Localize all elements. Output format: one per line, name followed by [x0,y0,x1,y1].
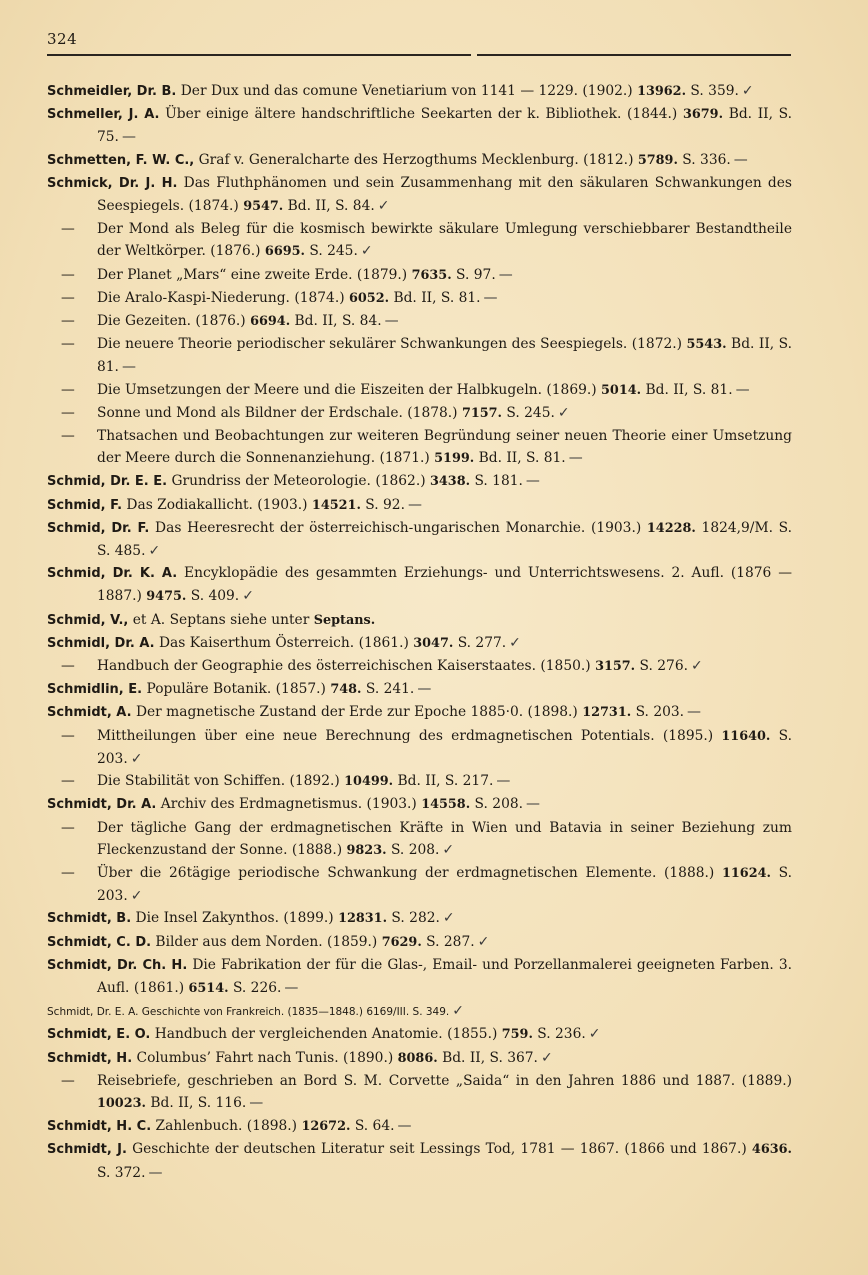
bibliography-entry [47,632,792,655]
check-mark-icon: ✓ [442,841,455,858]
check-mark-icon: — [733,151,748,168]
bibliography-subentry [47,817,792,862]
check-mark-icon: ✓ [452,1003,464,1020]
entry-location: S. 181. [470,473,523,490]
entry-dash: — [61,404,75,421]
entry-handwritten-addition: Schmidt, Dr. E. A. Geschichte von Frankreich. (1835—1848.) 6169/III. S. 349. [47,1006,450,1019]
entry-location: S. 276. [635,658,688,675]
bibliography-entry [47,1115,792,1138]
check-mark-icon: ✓ [130,888,143,905]
entry-location: 1824,9/M. S. S. 485. [97,519,792,560]
entry-location: Bd. II, S. 81. [97,336,792,376]
entry-catalog-number: 11624. [721,865,771,881]
check-mark-icon: — [384,313,399,330]
check-mark-icon: ✓ [477,933,490,950]
entry-title: Sonne und Mond als Bildner der Erdschale. (1878.) [97,404,462,421]
entry-title: Die Aralo-Kaspi-Niederung. (1874.) [97,289,349,306]
entry-catalog-number: 3157. [595,659,636,675]
entry-author: Schmidt, J. [47,1142,127,1158]
entry-author: Schmidt, B. [47,911,132,927]
entry-catalog-number: 12831. [338,911,388,927]
entry-catalog-number: 13962. [637,84,687,99]
bibliography-subentry [47,1070,792,1115]
check-mark-icon: ✓ [242,588,254,605]
entry-dash: — [61,819,75,836]
check-mark-icon: — [525,473,540,490]
entry-location: S. 282. [387,910,440,927]
bibliography-subentry [47,379,792,402]
header-rule-right [477,54,791,56]
entry-location: S. 287. [421,933,475,950]
entry-catalog-number: 5199. [434,451,475,467]
entry-title: Über die 26tägige periodische Schwankung der erdmagnetischen Elemente. (1888.) [97,864,722,881]
entry-title: Der magnetische Zustand der Erde zur Epoche 1885·0. (1898.) [131,704,583,721]
entry-dash: — [61,428,75,445]
entry-title: Geschichte der deutschen Literatur seit Lessings Tod, 1781 — 1867. (1866 und 1867.) [126,1141,752,1158]
entry-dash: — [61,313,75,330]
entry-catalog-number: 8086. [397,1050,438,1066]
check-mark-icon: ✓ [509,634,521,651]
entry-dash: — [61,266,75,283]
check-mark-icon: ✓ [442,910,455,927]
entry-location: Bd. II, S. 116. [145,1094,247,1111]
bibliography-subentry [47,862,792,907]
bibliography-entry [47,517,792,562]
entry-author: Schmeller, J. A. [47,107,160,123]
check-mark-icon: ✓ [588,1026,601,1043]
entry-title: Die Umsetzungen der Meere und die Eiszeiten der Halbkugeln. (1869.) [97,381,602,398]
entry-title: Grundriss der Meteorologie. (1862.) [167,473,430,490]
entry-location: S. 245. [305,243,358,260]
entry-catalog-number: 11640. [721,728,771,744]
entry-author: Schmidt, A. [47,705,132,721]
bibliography-entry [47,701,792,724]
check-mark-icon: — [735,381,750,398]
entry-location: S. 245. [502,404,555,421]
check-mark-icon: — [121,129,136,146]
bibliography-subentry [47,264,792,287]
entry-location: S. 203. [631,704,685,721]
entry-catalog-number: 5014. [601,382,642,398]
bibliography-entry [47,1023,792,1046]
bibliography-subentry [47,402,792,425]
entry-catalog-number: 10023. [97,1095,146,1111]
entry-author: Schmidt, Dr. Ch. H. [47,957,188,973]
check-mark-icon: ✓ [557,404,570,421]
entry-dash: — [61,336,75,353]
entry-catalog-number: 6695. [264,244,305,260]
entry-title: Der tägliche Gang der erdmagnetischen Kräfte in Wien und Batavia in seiner Beziehung zum Fleckenzustand der Sonne. (1888.) [97,819,792,858]
bibliography-entry [47,793,792,816]
entry-author: Schmidlin, E. [47,682,143,698]
bibliography-subentry [47,725,792,770]
entry-catalog-number: 6694. [250,314,291,330]
entry-title: Encyklopädie des gesammten Erziehungs- und Unterrichtswesens. 2. Aufl. (1876 — 1887.) [97,565,792,605]
bibliography-entry [47,1047,792,1070]
page-number: 324 [47,30,78,48]
bibliography-entry [47,954,792,1000]
entry-catalog-number: 7629. [381,934,422,950]
entry-location: S. 241. [361,681,415,698]
entry-catalog-number: 4636. [751,1142,792,1158]
entry-location: S. 372. [97,1164,146,1181]
entry-catalog-number: 12731. [582,705,632,721]
entry-title: Mittheilungen über eine neue Berechnung des erdmagnetischen Potentials. (1895.) [97,727,722,744]
entry-author: Schmick, Dr. J. H. [47,175,178,191]
bibliography-entry [47,931,792,954]
entry-author: Schmidt, H. [47,1050,133,1066]
bibliography-subentry [47,287,792,310]
entry-title: Das Kaiserthum Österreich. (1861.) [154,634,414,651]
entry-location: Bd. II, S. 75. [97,106,792,146]
entry-catalog-number: 7635. [411,267,452,283]
entry-location: Bd. II, S. 81. [641,381,733,398]
bibliography-entry [47,172,792,218]
bibliography-entry [47,609,792,632]
entry-catalog-number: 7157. [461,405,503,421]
entry-title: et A. Septans siehe unter [128,611,314,628]
entry-title: Das Heeresrecht der österreichisch-ungarischen Monarchie. (1903.) [149,519,647,536]
entry-location: Bd. II, S. 81. [389,289,481,306]
entry-location: S. 226. [228,979,282,996]
entry-location: S. 64. [350,1118,395,1135]
entry-title: Über einige ältere handschriftliche Seekarten der k. Bibliothek. (1844.) [159,106,683,123]
entry-title: Archiv des Erdmagnetismus. (1903.) [156,796,422,813]
check-mark-icon: — [148,1164,163,1181]
entry-title: Der Planet „Mars“ eine zweite Erde. (1879.) [97,266,412,283]
entry-title: Thatsachen und Beobachtungen zur weiteren Begründung seiner neuen Theorie einer Umsetzung der Meere durch die Sonnenanziehung. (1871.) [97,428,792,467]
check-mark-icon: — [568,450,583,467]
entry-location: S. 208. [386,841,440,858]
bibliography-entry [47,494,792,517]
entry-title: Die Insel Zakynthos. (1899.) [131,910,339,927]
entry-dash: — [61,658,75,675]
entry-catalog-number: 6052. [348,290,390,306]
entry-catalog-number: 759. [501,1027,533,1043]
entry-author: Schmid, V., [47,612,129,628]
entry-catalog-number: Septans. [313,612,376,628]
entry-location: Bd. II, S. 84. [283,198,375,215]
check-mark-icon: ✓ [130,750,143,767]
entry-title: Die Fabrikation der für die Glas-, Email- und Porzellanmalerei geeigneten Farben. 3. Aufl. (1861.) [97,956,793,996]
entry-catalog-number: 9823. [346,842,387,858]
entry-catalog-number: 10499. [344,774,394,790]
entry-location: Bd. II, S. 81. [474,450,566,467]
entry-catalog-number: 14228. [646,520,696,536]
entry-catalog-number: 14521. [311,497,361,513]
entry-location: Bd. II, S. 217. [393,773,494,790]
entry-location: S. 203. [97,727,792,767]
entry-author: Schmid, Dr. F. [47,520,150,536]
check-mark-icon: — [526,796,541,813]
bibliography-entry [47,1138,792,1183]
entry-author: Schmidt, E. O. [47,1027,151,1043]
check-mark-icon: — [483,289,498,306]
bibliography-subentry [47,655,792,678]
entry-location: S. 236. [532,1026,586,1043]
entry-title: Die Stabilität von Schiffen. (1892.) [97,773,345,790]
entry-catalog-number: 9475. [146,589,187,605]
entry-catalog-number: 3438. [429,474,471,490]
bibliography-entry [47,907,792,930]
check-mark-icon: — [397,1118,412,1135]
entry-dash: — [61,221,75,238]
entry-title: Der Dux und das comune Venetiarium von 1141 — 1229. (1902.) [176,83,638,99]
entry-author: Schmetten, F. W. C., [47,152,195,168]
bibliography-entry [47,1000,792,1023]
entry-location: S. 203. [97,864,793,905]
bibliography-list [47,80,792,1184]
entry-location: S. 97. [451,266,496,283]
check-mark-icon: — [496,773,511,790]
header-rule-left [47,54,471,56]
entry-catalog-number: 3679. [682,107,724,123]
entry-title: Graf v. Generalcharte des Herzogthums Mecklenburg. (1812.) [194,151,638,168]
entry-author: Schmid, Dr. E. E. [47,474,168,490]
check-mark-icon: — [284,979,299,996]
entry-author: Schmid, F. [47,497,123,513]
entry-title: Populäre Botanik. (1857.) [142,681,331,698]
bibliography-subentry [47,425,792,470]
entry-location: S. 359. [686,83,739,99]
entry-dash: — [61,773,75,790]
bibliography-entry [47,562,792,608]
entry-dash: — [61,864,75,881]
check-mark-icon: — [687,704,702,721]
entry-location: S. 277. [453,634,507,651]
entry-catalog-number: 14558. [421,797,471,813]
entry-title: Columbus’ Fahrt nach Tunis. (1890.) [132,1049,398,1066]
check-mark-icon: ✓ [741,83,754,99]
bibliography-entry [47,678,792,701]
entry-title: Die neuere Theorie periodischer sekulärer Schwankungen des Seespiegels. (1872.) [97,336,687,353]
check-mark-icon: ✓ [360,243,373,260]
check-mark-icon: — [249,1094,264,1111]
entry-catalog-number: 9547. [243,199,284,215]
entry-author: Schmidt, H. C. [47,1119,152,1135]
entry-author: Schmidt, C. D. [47,934,152,950]
entry-title: Handbuch der Geographie des österreichischen Kaiserstaates. (1850.) [97,658,596,675]
entry-title: Zahlenbuch. (1898.) [151,1118,302,1135]
entry-catalog-number: 12672. [301,1119,351,1135]
check-mark-icon: ✓ [540,1049,553,1066]
entry-title: Das Zodiakallicht. (1903.) [122,496,312,513]
check-mark-icon: — [407,496,422,513]
entry-title: Der Mond als Beleg für die kosmisch bewirkte säkulare Umlegung verschiebbarer Bestandtheile der Weltkörper. (1876.) [97,221,792,260]
check-mark-icon: — [121,359,136,376]
entry-dash: — [61,289,75,306]
entry-location: S. 208. [470,796,524,813]
entry-location: Bd. II, S. 84. [290,313,382,330]
check-mark-icon: — [417,681,432,698]
entry-catalog-number: 6514. [188,980,229,996]
entry-catalog-number: 5789. [637,152,678,168]
entry-author: Schmidl, Dr. A. [47,635,155,651]
check-mark-icon: ✓ [690,658,703,675]
entry-author: Schmidt, Dr. A. [47,797,157,813]
bibliography-entry [47,470,792,493]
entry-dash: — [61,727,75,744]
entry-dash: — [61,1072,75,1089]
entry-title: Reisebriefe, geschrieben an Bord S. M. Corvette „Saida“ in den Jahren 1886 und 1887. (1889.) [97,1072,792,1089]
bibliography-entry [47,80,792,103]
entry-title: Handbuch der vergleichenden Anatomie. (1855.) [150,1026,502,1043]
entry-dash: — [61,381,75,398]
entry-catalog-number: 3047. [413,635,454,651]
entry-author: Schmeidler, Dr. B. [47,84,177,99]
bibliography-entry [47,103,792,148]
entry-location: S. 336. [677,151,731,168]
check-mark-icon: ✓ [148,543,161,560]
check-mark-icon: — [498,266,513,283]
bibliography-subentry [47,218,792,263]
entry-location: S. 92. [360,496,405,513]
entry-title: Die Gezeiten. (1876.) [97,313,251,330]
check-mark-icon: ✓ [377,198,390,215]
entry-catalog-number: 5543. [686,337,727,353]
entry-location: Bd. II, S. 367. [437,1049,538,1066]
entry-catalog-number: 748. [330,682,362,698]
entry-title: Bilder aus dem Norden. (1859.) [151,933,382,950]
entry-location: S. 409. [186,588,240,605]
bibliography-entry [47,149,792,172]
bibliography-subentry [47,770,792,793]
entry-title: Das Fluthphänomen und sein Zusammenhang mit den säkularen Schwankungen des Seespiegels. (1874.) [97,174,793,215]
entry-author: Schmid, Dr. K. A. [47,566,178,582]
bibliography-subentry [47,333,792,378]
bibliography-subentry [47,310,792,333]
